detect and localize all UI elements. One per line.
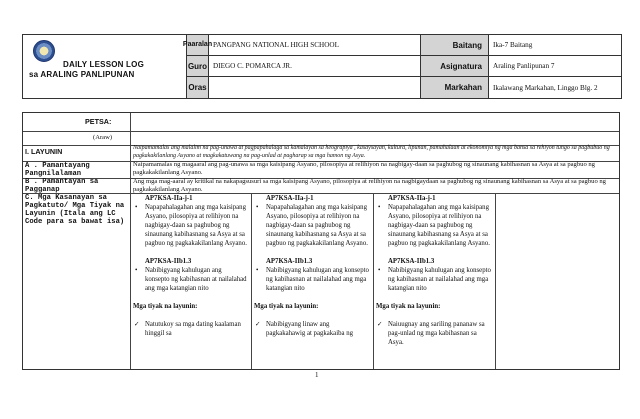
header-table — [22, 34, 622, 99]
paaralan-label: Paaralan — [187, 35, 209, 56]
objective-check-1: ✓ Nabibigyang linaw ang pagkakahawig at pagkakaiba ng — [254, 320, 370, 338]
lc-code-1: AP7KSA-IIa-j-1 — [266, 195, 314, 202]
kasanayan-label: C. Mga Kasanayan sa Pagkatuto/ Mga Tiyak na Layunin (Itala ang LC Code para sa bawat isa) — [25, 194, 125, 226]
page-number: 1 — [315, 371, 319, 379]
day-column-2 — [254, 194, 370, 338]
tiyak-heading: Mga tiyak na layunin: — [254, 303, 319, 310]
oras-label: Oras — [187, 77, 209, 98]
competency-bullet-1: • Napapahalagahan ang mga kaisipang Asyano, pilosopiya at relihiyon na nagbigay-daan sa paghubog ng sinaunang kabihasnang sa Asya at sa pagbuo ng pagkakakilanlang Asyano. — [254, 203, 370, 248]
objective-check-1: ✓ Natutukoy sa mga dating kaalaman hinggil sa — [133, 320, 247, 338]
lc-code-2: AP7KSA-IIb1.3 — [388, 258, 435, 265]
lc-code-1: AP7KSA-IIa-j-1 — [388, 195, 436, 202]
competency-bullet-1: • Napapahalagahan ang mga kaisipang Asyano, pilosopiya at relihiyon na nagbigay-daan sa paghubog ng sinaunang kabihasnang sa Asya at sa pagbuo ng pagkakakilanlang Asyano. — [133, 203, 247, 248]
asignatura-label: Asignatura — [421, 56, 489, 77]
pamantayang-text: Naipamamalas ng magaaral ang pag-unawa sa mga kaisipang Asyano, pilosopiya at relihiyon na nagbigay-daan sa paghubog ng sinaunang kabihasnan sa Asya at sa pagbuo ng pagkakakilanlang Asyano. — [133, 161, 595, 176]
tiyak-heading: Mga tiyak na layunin: — [376, 303, 441, 310]
paaralan-value: PANGPANG NATIONAL HIGH SCHOOL — [209, 35, 421, 56]
markahan-value: Ikalawang Markahan, Linggo Blg. 2 — [493, 83, 598, 92]
day-column-1 — [133, 194, 247, 338]
guro-value: DIEGO C. POMARCA JR. — [209, 56, 421, 77]
day-column-3 — [376, 194, 492, 347]
petsa-label: PETSA: — [85, 117, 112, 126]
lesson-grid — [22, 112, 620, 370]
competency-bullet-2: • Nabibigyang kahulugan ang konsepto ng kabihasnan at nailalahad ang mga katangian nito — [376, 266, 492, 293]
baitang-value: Ika-7 Baitang — [489, 35, 621, 56]
asignatura-value: Araling Panlipunan 7 — [489, 56, 621, 77]
competency-bullet-2: • Nabibigyang kahulugan ang konsepto ng kabihasnan at nailalahad ang mga katangian nito — [133, 266, 247, 293]
title-block — [23, 35, 187, 98]
competency-bullet-2: • Nabibigyang kahulugan ang konsepto ng kabihasnan at nailalahad ang mga katangian nito — [254, 266, 370, 293]
markahan-label: Markahan — [421, 77, 489, 98]
lc-code-1: AP7KSA-IIa-j-1 — [145, 195, 193, 202]
lc-code-2: AP7KSA-IIb1.3 — [266, 258, 313, 265]
competency-bullet-1: • Napapahalagahan ang mga kaisipang Asyano, pilosopiya at relihiyon na nagbigay-daan sa paghubog ng sinaunang kabihasnang sa Asya at sa pagbuo ng pagkakakilanlang Asyano. — [376, 203, 492, 248]
pagganap-text: Ang mga mag-aaral ay kritikal na nakapagsusuri sa mga kaisipang Asyano, pilosopiya at relihiyon na nagbigaydaan sa paghubog ng sinaunang kabihasnan sa Asya at sa pagbuo ng pagkakakilanlang Asyano. — [133, 178, 606, 193]
pamantayang-label: A . Pamantayang Pangnilalaman — [25, 162, 90, 178]
title-line2: sa ARALING PANLIPUNAN — [29, 70, 135, 79]
objective-check-1: ✓ Naiuugnay ang sariling pananaw sa pag-unlad ng mga kabihasnan sa Asya. — [376, 320, 492, 347]
oras-value — [209, 77, 421, 98]
title-line1: DAILY LESSON LOG — [63, 60, 144, 69]
tiyak-heading: Mga tiyak na layunin: — [133, 303, 198, 310]
deped-seal-icon — [33, 40, 55, 62]
pagganap-label: B . Pamantayan sa Pagganap — [25, 178, 99, 194]
araw-label: (Araw) — [93, 134, 113, 141]
guro-label: Guro — [187, 56, 209, 77]
baitang-label: Baitang — [421, 35, 489, 56]
lc-code-2: AP7KSA-IIb1.3 — [145, 258, 192, 265]
layunin-label: I. LAYUNIN — [25, 147, 63, 156]
layunin-text: Naipamamalas ang malalim na pag-unawa at pagpapahalaga sa kamalayan sa heograpiya , kasaysayan, kultura, lipunan, pamahalaan at ekonomiya ng mga bansa sa rehiyon tungo sa pagbubuo ng pagkakakilanlang Asyano at magkakatuwang na pag-unlad at pagharap sa mga hamon ng Asya. — [133, 145, 610, 159]
